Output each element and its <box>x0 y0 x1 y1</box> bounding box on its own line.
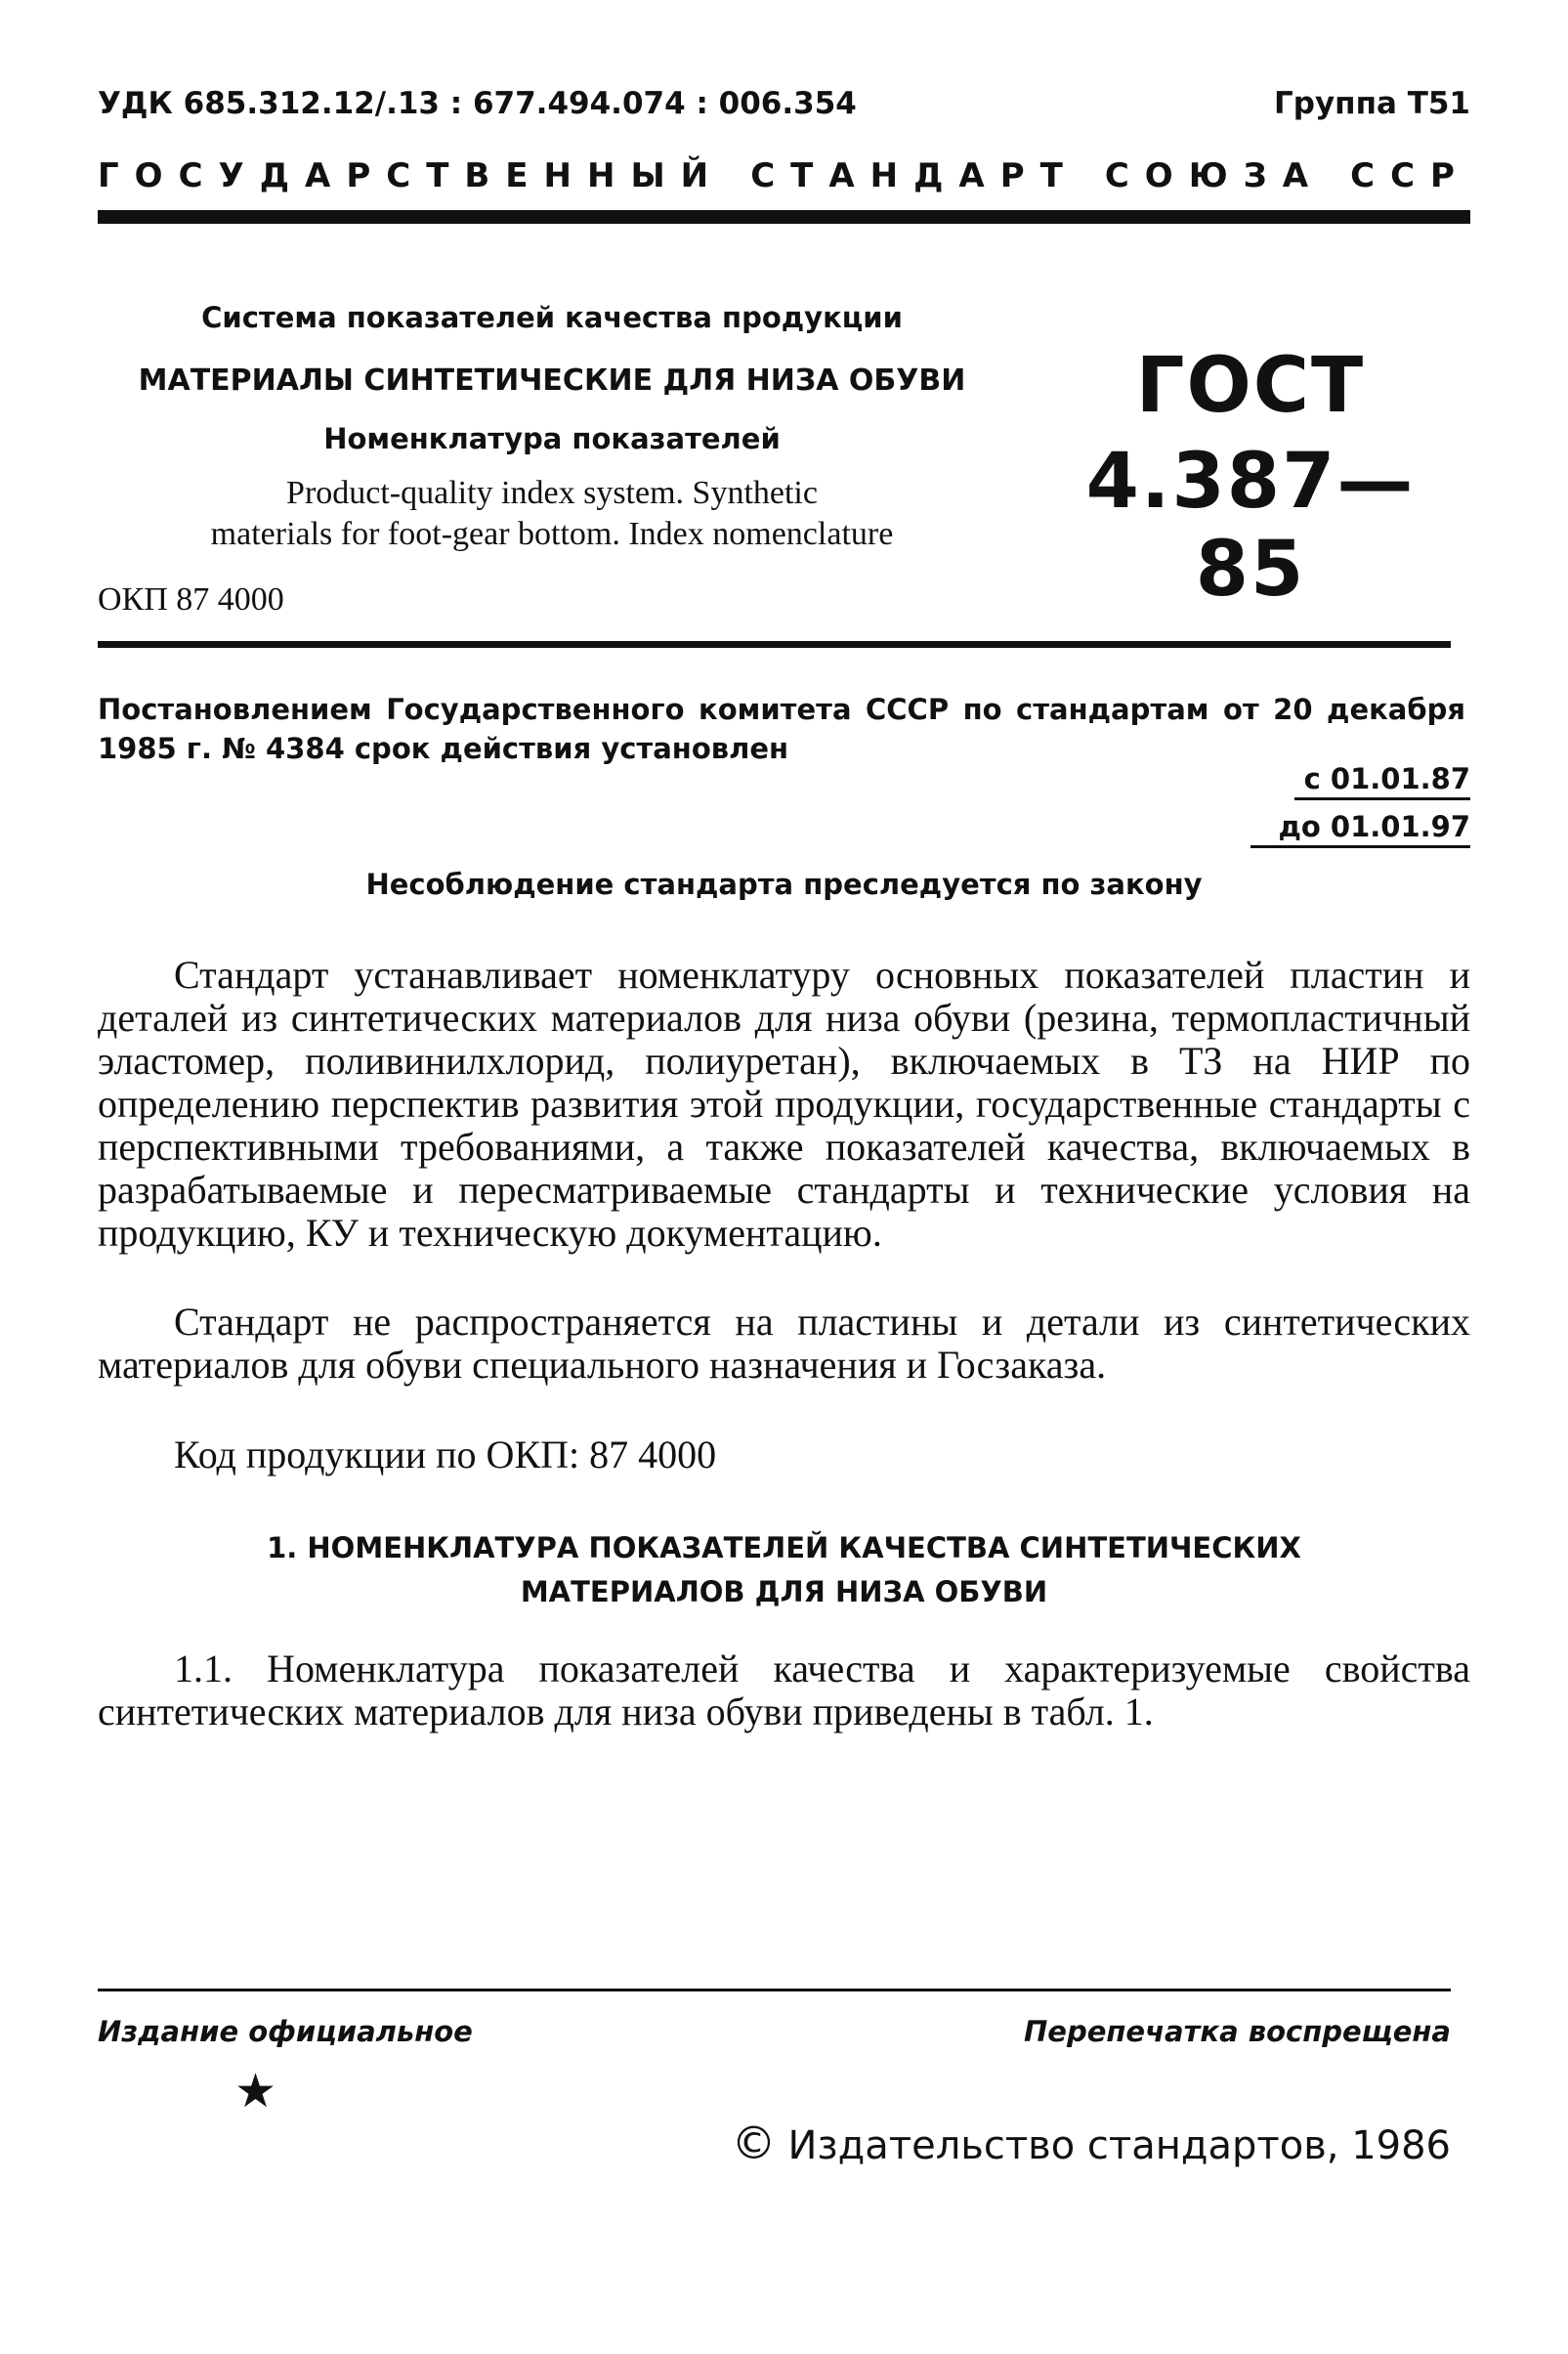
gost-label: ГОСТ <box>1135 342 1366 430</box>
banner-word-1: ГОСУДАРСТВЕННЫЙ <box>98 156 725 195</box>
decree-text: Постановлением Государственного комитета СССР по стандартам от 20 декабря 1985 г. № 4384 срок действия установлен <box>98 693 1465 765</box>
validity-period <box>1250 762 1470 858</box>
english-title-line2: materials for foot-gear bottom. Index nomenclature <box>210 516 894 552</box>
official-edition: Издание официальное <box>98 2015 473 2048</box>
banner-word-3: СОЮЗА <box>1104 156 1325 195</box>
bottom-divider <box>98 1989 1451 1991</box>
okp-code: ОКП 87 4000 <box>98 581 284 618</box>
banner-word-2: СТАНДАРТ <box>750 156 1079 195</box>
law-notice: Несоблюдение стандарта преследуется по закону <box>365 868 1203 901</box>
valid-to: до 01.01.97 <box>1250 810 1470 848</box>
section-title-line1: 1. НОМЕНКЛАТУРА ПОКАЗАТЕЛЕЙ КАЧЕСТВА СИНТЕТИЧЕСКИХ <box>267 1531 1301 1564</box>
materials-title: МАТЕРИАЛЫ СИНТЕТИЧЕСКИЕ ДЛЯ НИЗА ОБУВИ <box>138 364 966 398</box>
english-title <box>98 473 1006 555</box>
gost-number: 4.387—85 <box>1085 438 1416 614</box>
system-title: Система показателей качества продукции <box>201 301 903 334</box>
section-title-line2: МАТЕРИАЛОВ ДЛЯ НИЗА ОБУВИ <box>520 1575 1048 1608</box>
udk-code: УДК 685.312.12/.13 : 677.494.074 : 006.354 <box>98 86 857 121</box>
valid-from: с 01.01.87 <box>1294 762 1470 800</box>
body-paragraph-4: 1.1. Номенклатура показателей качества и характеризуемые свойства синтетических материалов для низа обуви приведены в табл. 1. <box>98 1647 1470 1733</box>
state-standard-banner <box>98 156 1470 195</box>
middle-divider <box>98 641 1451 648</box>
body-paragraph-2: Стандарт не распространяется на пластины и детали из синтетических материалов для обуви специального назначения и Госзаказа. <box>98 1300 1470 1387</box>
body-paragraph-1: Стандарт устанавливает номенклатуру основных показателей пластин и деталей из синтетических материалов для низа обуви (резина, термопластичный эластомер, поливинилхлорид, полиуретан), включаемых в ТЗ на НИР по определению перспектив развития этой продукции, государственные стандарты с перспективными требованиями, а также показателей качества, включаемых в разрабатываемые и пересматриваемые стандарты и технические условия на продукцию, КУ и техническую документацию. <box>98 953 1470 1255</box>
group-code: Группа Т51 <box>1274 86 1470 121</box>
top-divider <box>98 210 1470 224</box>
english-title-line1: Product-quality index system. Synthetic <box>286 475 818 511</box>
banner-word-4: ССР <box>1350 156 1470 195</box>
nomenclature-title: Номенклатура показателей <box>323 422 781 455</box>
star-icon: ★ <box>234 2066 277 2118</box>
body-paragraph-3: Код продукции по ОКП: 87 4000 <box>174 1433 717 1477</box>
reprint-prohibited: Перепечатка воспрещена <box>1024 2015 1451 2048</box>
copyright-icon: © <box>731 2117 777 2169</box>
publisher-line <box>731 2117 1451 2169</box>
section-title <box>98 1526 1470 1614</box>
publisher-text: Издательство стандартов, 1986 <box>787 2123 1451 2168</box>
